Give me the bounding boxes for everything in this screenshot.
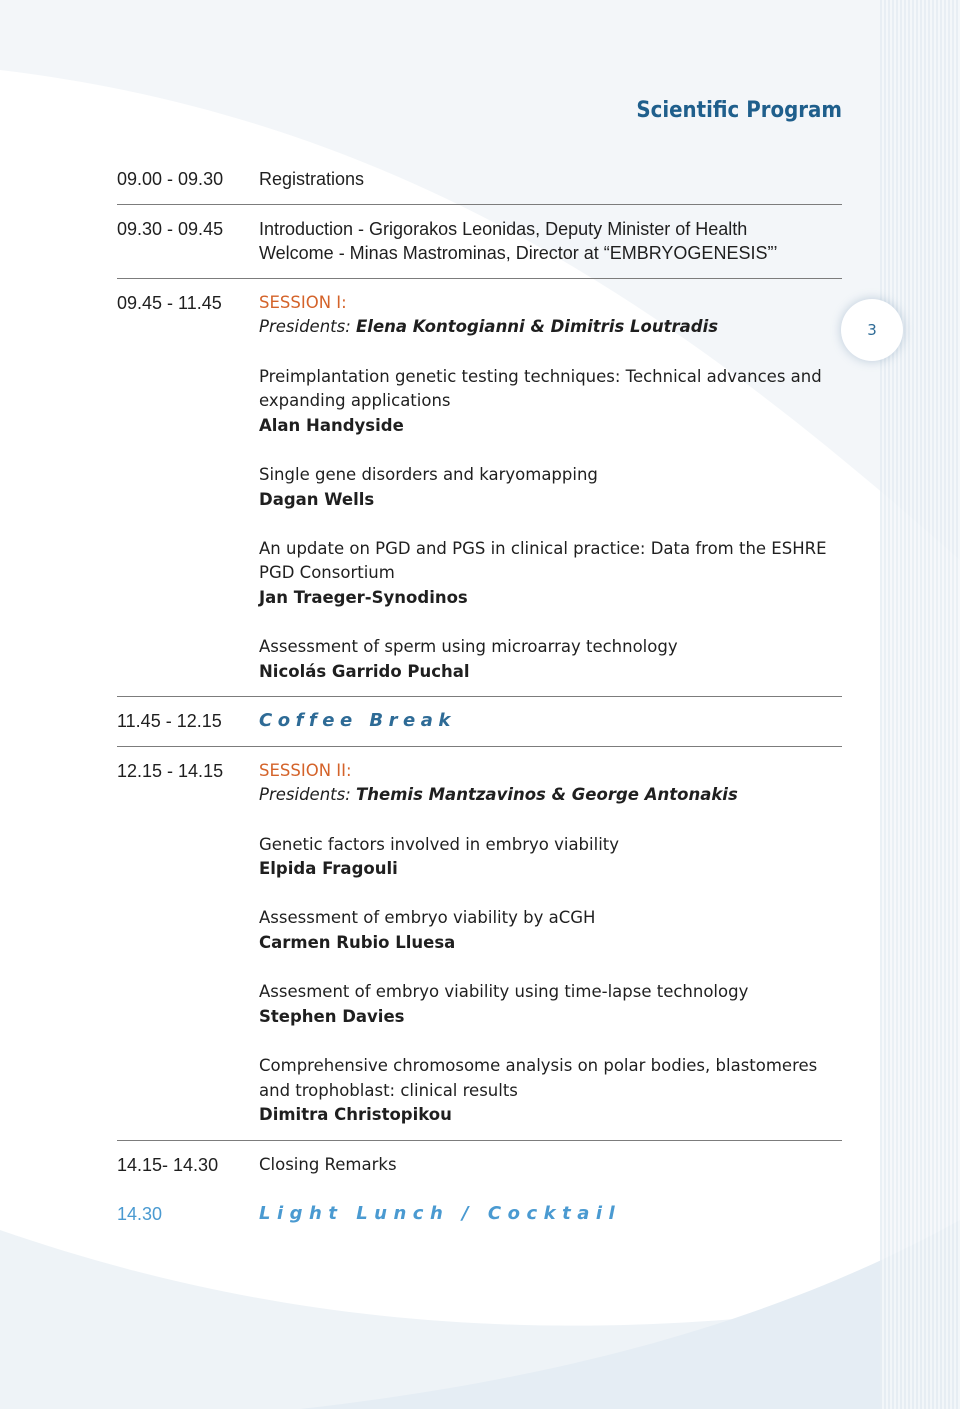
time-slot: 14.30	[117, 1203, 163, 1224]
time-slot: 09.45 - 11.45	[117, 292, 222, 313]
schedule-row-registrations	[117, 167, 842, 192]
talk-title: expanding applications	[259, 391, 451, 411]
time-slot: 12.15 - 14.15	[117, 760, 224, 781]
separator	[117, 278, 842, 279]
talk-speaker: Nicolás Garrido Puchal	[259, 661, 470, 681]
decorative-stripes	[880, 0, 960, 1409]
talk-speaker: Dagan Wells	[259, 489, 375, 509]
talk-title: Assessment of embryo viability by aCGH	[259, 908, 596, 928]
talk-title: Assesment of embryo viability using time-lapse technology	[259, 982, 749, 1002]
talk-title: Single gene disorders and karyomapping	[259, 464, 598, 484]
talk-speaker: Dimitra Christopikou	[259, 1105, 452, 1125]
talk-title: Assessment of sperm using microarray technology	[259, 637, 678, 657]
talk-title: PGD Consortium	[259, 563, 395, 583]
schedule-row-lunch	[117, 1202, 842, 1227]
schedule-row-closing	[117, 1153, 842, 1178]
talk-speaker: Carmen Rubio Lluesa	[259, 933, 456, 953]
talk-title: An update on PGD and PGS in clinical practice: Data from the ESHRE	[259, 538, 827, 558]
time-slot: 14.15- 14.30	[117, 1154, 219, 1175]
registrations-label: Registrations	[259, 169, 365, 189]
separator	[117, 746, 842, 747]
talk-item	[259, 906, 842, 955]
talk-title: Genetic factors involved in embryo viability	[259, 834, 620, 854]
time-slot: 11.45 - 12.15	[117, 711, 222, 732]
lunch-label: Light Lunch / Cocktail	[259, 1202, 622, 1224]
schedule-row-session-2	[117, 759, 842, 1128]
talk-item	[259, 537, 842, 611]
talk-speaker: Elpida Fragouli	[259, 859, 398, 879]
schedule-row-session-1	[117, 291, 842, 685]
time-slot: 09.00 - 09.30	[117, 169, 224, 189]
talk-item	[259, 463, 842, 512]
separator	[117, 1140, 842, 1141]
talk-item	[259, 635, 842, 684]
talk-speaker: Jan Traeger-Synodinos	[259, 587, 468, 607]
welcome-line: Welcome - Minas Mastrominas, Director at “EMBRYOGENESIS”’	[259, 243, 778, 264]
introduction-line: Introduction - Grigorakos Leonidas, Deputy Minister of Health	[259, 218, 748, 239]
separator	[117, 696, 842, 697]
talk-title: Preimplantation genetic testing techniques: Technical advances and	[259, 366, 822, 386]
program-schedule	[117, 164, 842, 1227]
closing-label: Closing Remarks	[259, 1154, 397, 1174]
talk-item	[259, 1054, 842, 1128]
session-title: SESSION I:	[259, 292, 347, 312]
schedule-row-coffee-break	[117, 709, 842, 734]
session-presidents: Presidents: Elena Kontogianni & Dimitris Loutradis	[259, 317, 719, 337]
separator	[117, 204, 842, 205]
talk-item	[259, 365, 842, 439]
talk-item	[259, 980, 842, 1029]
session-title: SESSION II:	[259, 760, 352, 780]
page-number: 3	[867, 321, 877, 339]
session-presidents: Presidents: Themis Mantzavinos & George Antonakis	[259, 785, 738, 805]
talk-title: and trophoblast: clinical results	[259, 1080, 518, 1100]
talk-speaker: Alan Handyside	[259, 415, 404, 435]
talk-speaker: Stephen Davies	[259, 1006, 405, 1026]
coffee-break-label: Coffee Break	[259, 710, 456, 732]
talk-title: Comprehensive chromosome analysis on polar bodies, blastomeres	[259, 1056, 818, 1075]
time-slot: 09.30 - 09.45	[117, 218, 224, 239]
page-title: Scientific Program	[636, 98, 842, 123]
talk-item	[259, 833, 842, 882]
schedule-row-introduction	[117, 217, 842, 266]
page-number-badge	[841, 299, 903, 361]
